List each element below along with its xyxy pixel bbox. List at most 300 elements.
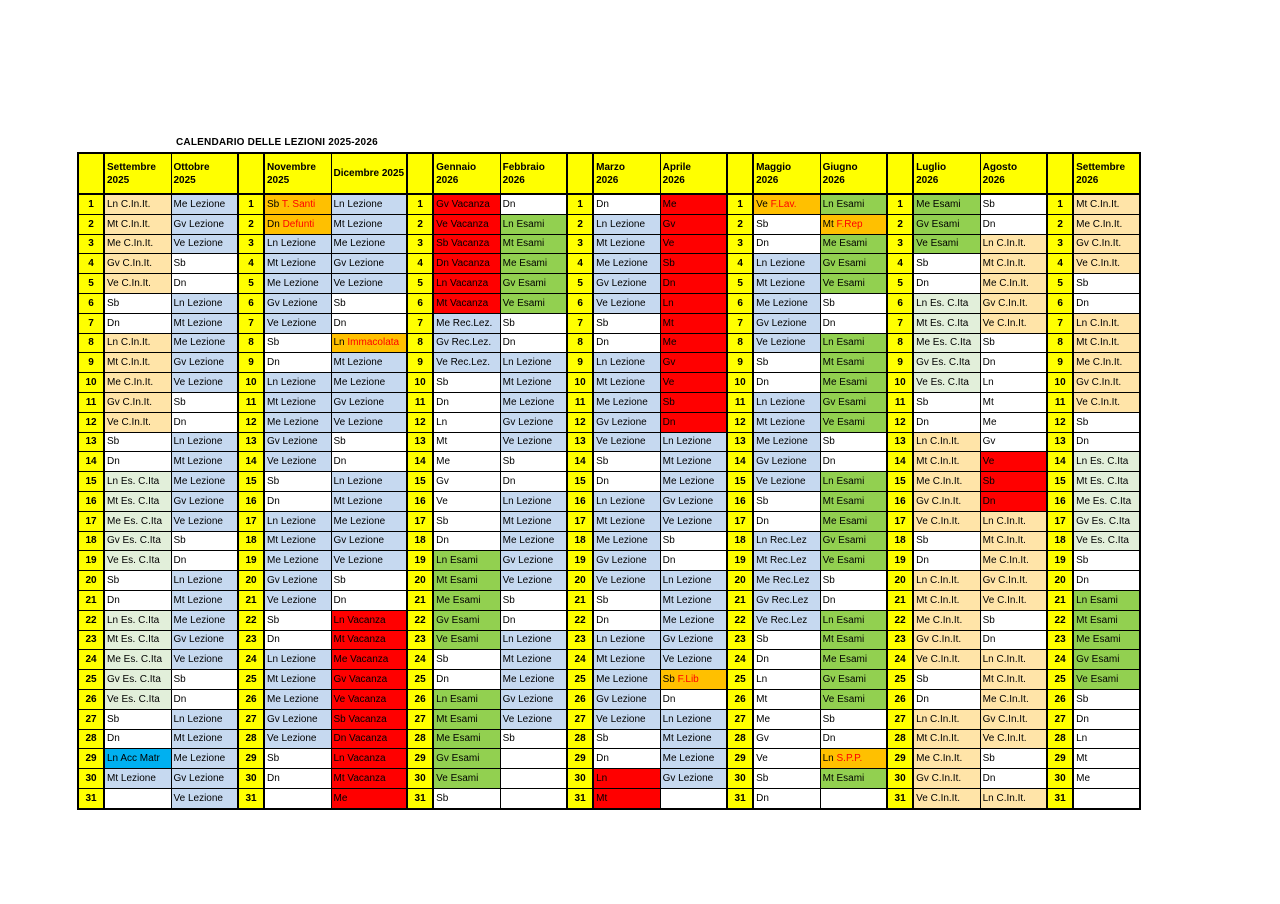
day-activity: Me Lezione bbox=[662, 753, 715, 765]
day-cell bbox=[913, 689, 980, 709]
day-cell bbox=[1073, 788, 1140, 808]
day-cell bbox=[913, 610, 980, 630]
day-number: 27 bbox=[567, 709, 593, 729]
day-activity: Me Lezione bbox=[662, 614, 715, 626]
day-number: 30 bbox=[407, 769, 433, 789]
day-activity: Ve bbox=[982, 456, 995, 468]
day-cell bbox=[171, 788, 238, 808]
lesson-calendar-table bbox=[77, 152, 1141, 810]
day-activity: Me C.In.It. bbox=[1076, 218, 1123, 230]
day-activity: Sb bbox=[267, 198, 280, 210]
day-cell bbox=[913, 313, 980, 333]
day-activity: Dn bbox=[756, 377, 769, 389]
day-activity: Me Esami bbox=[916, 198, 961, 210]
day-number: 22 bbox=[238, 610, 264, 630]
day-cell bbox=[264, 491, 331, 511]
day-cell bbox=[913, 590, 980, 610]
day-cell bbox=[593, 313, 660, 333]
day-number: 28 bbox=[78, 729, 104, 749]
day-number: 7 bbox=[887, 313, 913, 333]
day-cell bbox=[593, 472, 660, 492]
day-number: 11 bbox=[727, 392, 753, 412]
day-cell bbox=[104, 293, 171, 313]
day-activity: Dn bbox=[333, 594, 347, 606]
day-activity: Sb bbox=[502, 733, 515, 745]
day-number: 13 bbox=[407, 432, 433, 452]
day-number: 9 bbox=[567, 353, 593, 373]
day-number: 24 bbox=[78, 650, 104, 670]
day-activity: Dn bbox=[107, 594, 120, 606]
day-activity: Gv Esami bbox=[822, 396, 866, 408]
day-activity: Dn bbox=[822, 456, 836, 468]
day-number: 21 bbox=[727, 590, 753, 610]
day-activity: Gv Esami bbox=[502, 278, 546, 290]
day-activity: Ln Vacanza bbox=[333, 614, 386, 626]
day-cell bbox=[913, 472, 980, 492]
day-cell bbox=[331, 194, 407, 214]
day-number: 20 bbox=[887, 571, 913, 591]
day-number: 5 bbox=[567, 274, 593, 294]
day-activity: Dn bbox=[1076, 575, 1089, 587]
month-header: Giugno 2026 bbox=[820, 153, 887, 194]
day-activity: Me Es. C.Ita bbox=[107, 654, 163, 666]
day-cell bbox=[913, 491, 980, 511]
day-cell bbox=[980, 254, 1047, 274]
day-activity: Ve Lezione bbox=[756, 337, 806, 349]
day-activity: Sb bbox=[596, 594, 609, 606]
day-cell bbox=[171, 353, 238, 373]
day-activity: Ve C.In.It. bbox=[916, 792, 961, 804]
day-activity: Dn bbox=[1076, 713, 1089, 725]
day-cell bbox=[980, 194, 1047, 214]
day-activity: Ln Esami bbox=[502, 218, 545, 230]
day-activity: Sb bbox=[333, 297, 346, 309]
day-number: 17 bbox=[727, 511, 753, 531]
day-activity: Sb Vacanza bbox=[436, 238, 490, 250]
day-activity: Ve Esami bbox=[436, 773, 479, 784]
day-activity: Gv C.In.It. bbox=[107, 396, 153, 408]
day-cell bbox=[820, 214, 887, 234]
day-activity: Ve Lezione bbox=[267, 456, 317, 468]
day-number: 30 bbox=[727, 769, 753, 789]
day-cell bbox=[980, 214, 1047, 234]
day-cell bbox=[171, 689, 238, 709]
day-cell bbox=[433, 373, 500, 393]
day-number: 16 bbox=[567, 491, 593, 511]
day-activity: Gv Lezione bbox=[333, 535, 385, 547]
day-cell bbox=[753, 689, 820, 709]
day-cell bbox=[820, 630, 887, 650]
day-activity: Ve bbox=[436, 495, 448, 507]
day-activity: Sb bbox=[596, 317, 609, 329]
day-activity: Mt Esami bbox=[822, 357, 865, 369]
day-number: 26 bbox=[887, 689, 913, 709]
day-cell bbox=[331, 590, 407, 610]
day-number: 9 bbox=[238, 353, 264, 373]
day-number: 11 bbox=[567, 392, 593, 412]
day-cell bbox=[104, 729, 171, 749]
day-cell bbox=[980, 769, 1047, 789]
day-number: 8 bbox=[78, 333, 104, 353]
day-activity: Ve Lezione bbox=[662, 654, 713, 666]
day-activity: Gv C.In.It. bbox=[1076, 377, 1122, 389]
day-activity: Dn Vacanza bbox=[436, 258, 490, 270]
day-cell bbox=[331, 610, 407, 630]
day-activity: Mt Esami bbox=[822, 495, 865, 507]
day-number: 4 bbox=[1047, 254, 1073, 274]
day-activity: Mt bbox=[822, 218, 834, 230]
day-activity: Mt Lezione bbox=[267, 258, 316, 270]
day-activity: Me C.In.It. bbox=[916, 753, 963, 765]
day-number: 3 bbox=[727, 234, 753, 254]
day-cell bbox=[753, 472, 820, 492]
day-cell bbox=[264, 254, 331, 274]
day-cell bbox=[913, 214, 980, 234]
day-activity: Mt Lezione bbox=[333, 495, 383, 507]
day-activity: Ln Esami bbox=[436, 693, 478, 705]
day-row bbox=[78, 254, 1140, 274]
day-cell bbox=[500, 254, 567, 274]
day-activity: Ln bbox=[756, 674, 768, 686]
day-number: 8 bbox=[887, 333, 913, 353]
day-cell bbox=[593, 551, 660, 571]
day-cell bbox=[753, 353, 820, 373]
day-cell bbox=[331, 511, 407, 531]
day-cell bbox=[980, 353, 1047, 373]
day-cell bbox=[104, 650, 171, 670]
day-activity: Me C.In.It. bbox=[916, 614, 963, 626]
day-number: 22 bbox=[1047, 610, 1073, 630]
day-cell bbox=[913, 571, 980, 591]
day-number: 6 bbox=[238, 293, 264, 313]
day-number: 17 bbox=[887, 511, 913, 531]
day-number: 27 bbox=[238, 709, 264, 729]
day-cell bbox=[264, 729, 331, 749]
day-cell bbox=[433, 234, 500, 254]
day-activity: Sb bbox=[436, 654, 449, 666]
day-cell bbox=[980, 531, 1047, 551]
day-activity: Ln Lezione bbox=[596, 495, 646, 507]
day-number: 30 bbox=[1047, 769, 1073, 789]
day-number: 10 bbox=[887, 373, 913, 393]
day-number: 25 bbox=[238, 670, 264, 690]
day-cell bbox=[1073, 373, 1140, 393]
day-number: 8 bbox=[567, 333, 593, 353]
day-cell bbox=[331, 650, 407, 670]
day-activity: Me Esami bbox=[822, 515, 868, 527]
day-cell bbox=[820, 274, 887, 294]
day-cell bbox=[264, 788, 331, 808]
day-number: 21 bbox=[407, 590, 433, 610]
day-cell bbox=[980, 670, 1047, 690]
day-activity: Gv Lezione bbox=[333, 258, 385, 270]
day-activity: Ln Lezione bbox=[662, 575, 712, 587]
day-activity: Dn Vacanza bbox=[333, 733, 388, 745]
day-activity: Me bbox=[982, 416, 997, 428]
day-number: 15 bbox=[567, 472, 593, 492]
day-cell bbox=[753, 511, 820, 531]
day-activity: Ln Es. C.Ita bbox=[916, 297, 969, 309]
day-cell bbox=[660, 491, 727, 511]
day-cell bbox=[104, 274, 171, 294]
day-cell bbox=[753, 491, 820, 511]
day-activity: Mt Vacanza bbox=[436, 297, 489, 309]
day-cell bbox=[104, 769, 171, 789]
day-cell bbox=[433, 353, 500, 373]
day-activity: Mt Lezione bbox=[596, 238, 646, 250]
day-activity: Gv C.In.It. bbox=[982, 713, 1028, 725]
day-activity: Sb bbox=[916, 396, 929, 408]
day-activity: Mt C.In.It. bbox=[916, 733, 960, 745]
day-activity: Me Lezione bbox=[756, 297, 808, 309]
day-activity: Ve Lezione bbox=[333, 416, 383, 428]
day-activity: Gv Lezione bbox=[173, 634, 225, 646]
day-activity: Me Esami bbox=[822, 238, 868, 250]
day-number: 21 bbox=[1047, 590, 1073, 610]
day-activity: Ve Esami bbox=[1076, 674, 1119, 686]
day-activity: Mt Esami bbox=[822, 634, 865, 646]
day-activity: Mt Esami bbox=[502, 238, 545, 250]
day-activity: Mt Lezione bbox=[333, 357, 383, 369]
day-cell bbox=[433, 313, 500, 333]
day-activity: Sb bbox=[173, 535, 186, 547]
day-activity: Ve C.In.It. bbox=[107, 278, 151, 290]
day-cell bbox=[171, 274, 238, 294]
day-activity: Ve Lezione bbox=[502, 575, 553, 587]
day-number: 2 bbox=[78, 214, 104, 234]
day-number: 20 bbox=[238, 571, 264, 591]
day-cell bbox=[980, 392, 1047, 412]
day-activity: Ln C.In.It. bbox=[916, 575, 960, 587]
day-cell bbox=[1073, 254, 1140, 274]
day-activity: Ln bbox=[822, 753, 834, 765]
day-cell bbox=[593, 491, 660, 511]
day-cell bbox=[104, 590, 171, 610]
day-cell bbox=[1073, 689, 1140, 709]
day-cell bbox=[1073, 392, 1140, 412]
day-activity: Sb bbox=[267, 476, 280, 488]
day-number: 25 bbox=[567, 670, 593, 690]
day-activity: Gv bbox=[662, 218, 676, 230]
day-cell bbox=[433, 214, 500, 234]
day-activity: Ve Lezione bbox=[333, 278, 383, 290]
day-activity: Ln Esami bbox=[822, 198, 865, 210]
day-number: 16 bbox=[727, 491, 753, 511]
day-activity: Sb bbox=[822, 575, 835, 587]
day-activity: Dn bbox=[982, 773, 996, 784]
day-cell bbox=[593, 670, 660, 690]
day-activity: Ln Lezione bbox=[333, 476, 383, 488]
day-cell bbox=[593, 709, 660, 729]
day-cell bbox=[171, 194, 238, 214]
day-activity: Ln bbox=[436, 416, 448, 428]
day-cell bbox=[500, 452, 567, 472]
day-cell bbox=[913, 274, 980, 294]
day-cell bbox=[1073, 630, 1140, 650]
day-number: 28 bbox=[407, 729, 433, 749]
day-activity: Mt Lezione bbox=[596, 654, 646, 666]
day-cell bbox=[104, 373, 171, 393]
day-cell bbox=[433, 531, 500, 551]
day-activity: Me Es. C.Ita bbox=[916, 337, 972, 349]
day-activity: Me Lezione bbox=[333, 515, 386, 527]
day-cell bbox=[171, 452, 238, 472]
day-activity: Mt Lezione bbox=[173, 456, 223, 468]
day-cell bbox=[980, 234, 1047, 254]
day-activity: Sb bbox=[107, 713, 120, 725]
day-cell bbox=[913, 254, 980, 274]
day-activity: Mt C.In.It. bbox=[982, 674, 1026, 686]
day-activity: Gv Lezione bbox=[173, 357, 225, 369]
day-activity: Mt Lezione bbox=[662, 456, 712, 468]
day-cell bbox=[820, 353, 887, 373]
day-activity: Dn bbox=[662, 278, 676, 290]
day-activity: Sb bbox=[756, 218, 769, 230]
day-cell bbox=[171, 333, 238, 353]
day-number: 1 bbox=[1047, 194, 1073, 214]
day-cell bbox=[913, 412, 980, 432]
day-cell bbox=[820, 689, 887, 709]
day-cell bbox=[1073, 472, 1140, 492]
day-activity: Ve Lezione bbox=[662, 515, 713, 527]
day-cell bbox=[820, 531, 887, 551]
day-number: 17 bbox=[1047, 511, 1073, 531]
day-cell bbox=[660, 254, 727, 274]
day-activity: Sb bbox=[173, 258, 186, 270]
day-number: 2 bbox=[887, 214, 913, 234]
day-row bbox=[78, 373, 1140, 393]
header-day-spacer bbox=[1047, 153, 1073, 194]
day-cell bbox=[433, 254, 500, 274]
day-cell bbox=[753, 551, 820, 571]
day-number: 30 bbox=[238, 769, 264, 789]
day-activity: Dn bbox=[267, 357, 280, 369]
day-cell bbox=[660, 293, 727, 313]
day-cell bbox=[980, 590, 1047, 610]
day-cell bbox=[433, 412, 500, 432]
day-cell bbox=[660, 373, 727, 393]
day-number: 23 bbox=[887, 630, 913, 650]
day-number: 8 bbox=[1047, 333, 1073, 353]
day-number: 1 bbox=[407, 194, 433, 214]
day-number: 24 bbox=[238, 650, 264, 670]
day-cell bbox=[433, 491, 500, 511]
day-cell bbox=[104, 788, 171, 808]
day-number: 4 bbox=[727, 254, 753, 274]
day-number: 12 bbox=[1047, 412, 1073, 432]
month-header: Settembre 2025 bbox=[104, 153, 171, 194]
day-number: 2 bbox=[1047, 214, 1073, 234]
day-activity: Dn bbox=[267, 218, 280, 230]
day-cell bbox=[171, 749, 238, 769]
day-row bbox=[78, 194, 1140, 214]
day-number: 31 bbox=[407, 788, 433, 808]
day-cell bbox=[660, 194, 727, 214]
day-activity: Dn bbox=[436, 674, 449, 686]
day-number: 15 bbox=[1047, 472, 1073, 492]
day-cell bbox=[593, 650, 660, 670]
day-activity: Me Es. C.Ita bbox=[107, 515, 163, 527]
day-cell bbox=[331, 452, 407, 472]
day-activity: Dn bbox=[822, 317, 836, 329]
day-cell bbox=[820, 452, 887, 472]
day-number: 28 bbox=[887, 729, 913, 749]
day-cell bbox=[593, 630, 660, 650]
day-cell bbox=[331, 392, 407, 412]
day-number: 29 bbox=[727, 749, 753, 769]
day-number: 30 bbox=[887, 769, 913, 789]
day-activity: Ln Lezione bbox=[662, 436, 712, 448]
day-cell bbox=[264, 630, 331, 650]
day-number: 12 bbox=[407, 412, 433, 432]
day-activity: Ln Lezione bbox=[173, 713, 223, 725]
day-cell bbox=[1073, 274, 1140, 294]
day-number: 8 bbox=[407, 333, 433, 353]
day-activity: Sb bbox=[107, 575, 120, 587]
day-number: 29 bbox=[1047, 749, 1073, 769]
day-number: 18 bbox=[887, 531, 913, 551]
day-cell bbox=[104, 511, 171, 531]
day-cell bbox=[500, 491, 567, 511]
day-row bbox=[78, 234, 1140, 254]
day-cell bbox=[820, 472, 887, 492]
day-cell bbox=[104, 749, 171, 769]
month-header: Febbraio 2026 bbox=[500, 153, 567, 194]
calendar-title: CALENDARIO DELLE LEZIONI 2025-2026 bbox=[176, 137, 378, 148]
day-number: 11 bbox=[1047, 392, 1073, 412]
day-activity: Mt Lezione bbox=[756, 416, 806, 428]
day-activity: Mt Lezione bbox=[173, 733, 223, 745]
day-activity: Me bbox=[436, 456, 451, 468]
day-number: 8 bbox=[238, 333, 264, 353]
day-activity: Sb bbox=[107, 436, 120, 448]
day-number: 1 bbox=[238, 194, 264, 214]
day-activity: Gv Lezione bbox=[596, 693, 647, 705]
day-activity: Mt Lezione bbox=[267, 535, 316, 547]
day-activity: Ln Lezione bbox=[596, 634, 646, 646]
day-cell bbox=[433, 432, 500, 452]
day-cell bbox=[660, 650, 727, 670]
day-cell bbox=[264, 571, 331, 591]
day-cell bbox=[264, 551, 331, 571]
holiday-label: F.Rep bbox=[836, 218, 863, 230]
day-number: 30 bbox=[567, 769, 593, 789]
day-activity: Gv C.In.It. bbox=[107, 258, 153, 270]
day-cell bbox=[593, 749, 660, 769]
day-activity: Gv Vacanza bbox=[333, 674, 388, 686]
day-cell bbox=[913, 234, 980, 254]
day-activity: Ve Lezione bbox=[267, 733, 317, 745]
day-cell bbox=[331, 373, 407, 393]
day-number: 5 bbox=[238, 274, 264, 294]
day-activity: Ve Lezione bbox=[596, 297, 646, 309]
day-activity: Gv C.In.It. bbox=[982, 575, 1028, 587]
day-cell bbox=[980, 551, 1047, 571]
day-activity: Sb bbox=[502, 456, 515, 468]
day-activity: Ve C.In.It. bbox=[107, 416, 151, 428]
day-row bbox=[78, 769, 1140, 789]
day-activity: Gv Lezione bbox=[173, 773, 225, 784]
header-day-spacer bbox=[887, 153, 913, 194]
day-number: 6 bbox=[727, 293, 753, 313]
month-header: Settembre 2026 bbox=[1073, 153, 1140, 194]
header-day-spacer bbox=[78, 153, 104, 194]
day-cell bbox=[171, 491, 238, 511]
day-cell bbox=[171, 729, 238, 749]
day-number: 20 bbox=[78, 571, 104, 591]
day-activity: Ln C.In.It. bbox=[916, 436, 960, 448]
day-number: 24 bbox=[567, 650, 593, 670]
